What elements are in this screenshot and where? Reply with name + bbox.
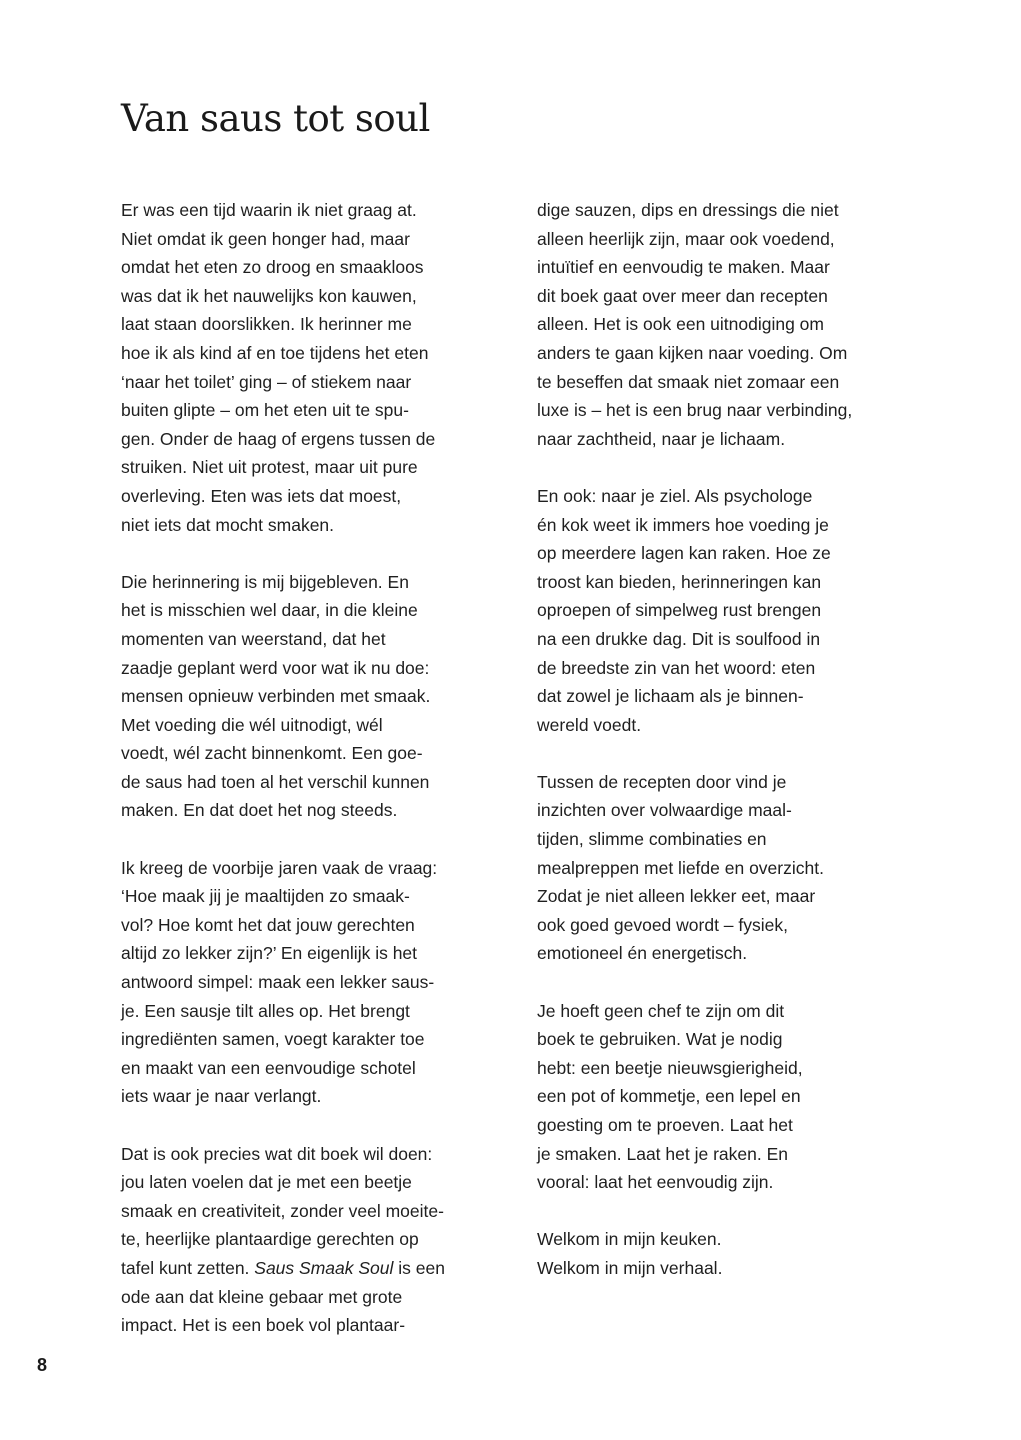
book-title-italic: Saus Smaak Soul (254, 1257, 394, 1278)
text-line: overleving. Eten was iets dat moest, (121, 485, 402, 506)
text-line: en maakt van een eenvoudige schotel (121, 1057, 416, 1078)
paragraph (537, 482, 909, 739)
text-line: maken. En dat doet het nog steeds. (121, 800, 398, 821)
text-line: Welkom in mijn verhaal. (537, 1257, 723, 1278)
text-line: het is misschien wel daar, in die kleine (121, 600, 418, 621)
text-line: voedt, wél zacht binnenkomt. Een goe- (121, 743, 423, 764)
text-line: boek te gebruiken. Wat je nodig (537, 1029, 783, 1050)
text-line: antwoord simpel: maak een lekker saus- (121, 972, 435, 993)
paragraph-gap (537, 739, 909, 768)
left-column (121, 196, 493, 1340)
text-line: Die herinnering is mij bijgebleven. En (121, 571, 409, 592)
text-line: mensen opnieuw verbinden met smaak. (121, 686, 431, 707)
paragraph (537, 768, 909, 968)
text-line: te, heerlijke plantaardige gerechten op (121, 1229, 419, 1250)
paragraph-gap (121, 539, 493, 568)
text-line: ook goed gevoed wordt – fysiek, (537, 914, 788, 935)
text-line: de saus had toen al het verschil kunnen (121, 771, 430, 792)
paragraph-gap (537, 1197, 909, 1226)
text-line: vol? Hoe komt het dat jouw gerechten (121, 914, 415, 935)
text-line: alleen. Het is ook een uitnodiging om (537, 314, 824, 335)
page-title: Van saus tot soul (121, 97, 430, 140)
text-line: intuïtief en eenvoudig te maken. Maar (537, 257, 830, 278)
page-number: 8 (37, 1355, 48, 1375)
text-line: naar zachtheid, naar je lichaam. (537, 428, 786, 449)
text-line: goesting om te proeven. Laat het (537, 1115, 793, 1135)
text-line: Tussen de recepten door vind je (537, 771, 787, 792)
text-line: Je hoeft geen chef te zijn om dit (537, 1000, 785, 1021)
paragraph (537, 1225, 909, 1282)
paragraph (121, 568, 493, 825)
paragraph (121, 854, 493, 1111)
text-line: na een drukke dag. Dit is soulfood in (537, 628, 821, 649)
text-line: momenten van weerstand, dat het (121, 628, 386, 649)
text-line: je. Een sausje tilt alles op. Het brengt (121, 1000, 410, 1021)
text-line: niet iets dat mocht smaken. (121, 514, 335, 535)
right-column (537, 196, 909, 1283)
paragraph-gap (537, 968, 909, 997)
text-line: gen. Onder de haag of ergens tussen de (121, 428, 436, 449)
text-line: dit boek gaat over meer dan recepten (537, 285, 828, 306)
text-line: smaak en creativiteit, zonder veel moeite- (121, 1200, 444, 1221)
text-line: mealpreppen met liefde en overzicht. (537, 857, 824, 878)
text-line: én kok weet ik immers hoe voeding je (537, 514, 829, 535)
text-line: inzichten over volwaardige maal- (537, 800, 792, 821)
text-line: Zodat je niet alleen lekker eet, maar (537, 886, 816, 907)
paragraph-gap (537, 453, 909, 482)
text-line: anders te gaan kijken naar voeding. Om (537, 342, 848, 363)
text-line: wereld voedt. (537, 714, 642, 735)
text-line: iets waar je naar verlangt. (121, 1086, 322, 1107)
text-line: Er was een tijd waarin ik niet graag at. (121, 200, 417, 220)
text-line: alleen heerlijk zijn, maar ook voedend, (537, 228, 835, 249)
text-segment: is een (393, 1257, 445, 1278)
text-line: ‘naar het toilet’ ging – of stiekem naar (121, 371, 412, 392)
text-line (121, 1254, 493, 1283)
text-line: ode aan dat kleine gebaar met grote (121, 1286, 403, 1307)
paragraph (537, 997, 909, 1197)
text-line: jou laten voelen dat je met een beetje (121, 1172, 412, 1193)
paragraph-gap (121, 825, 493, 854)
text-line: de breedste zin van het woord: eten (537, 657, 816, 678)
text-line: tijden, slimme combinaties en (537, 829, 767, 850)
text-line: dat zowel je lichaam als je binnen- (537, 686, 804, 707)
text-line: je smaken. Laat het je raken. En (537, 1143, 788, 1164)
text-line: buiten glipte – om het eten uit te spu- (121, 400, 409, 421)
text-line: emotioneel én energetisch. (537, 943, 748, 964)
text-line: altijd zo lekker zijn?’ En eigenlijk is het (121, 943, 418, 964)
text-line: een pot of kommetje, een lepel en (537, 1086, 801, 1107)
paragraph (121, 196, 493, 539)
text-line: hebt: een beetje nieuwsgierigheid, (537, 1057, 803, 1078)
text-line: troost kan bieden, herinneringen kan (537, 571, 822, 592)
text-line: te beseffen dat smaak niet zomaar een (537, 371, 840, 392)
text-line: laat staan doorslikken. Ik herinner me (121, 314, 412, 335)
text-line: Niet omdat ik geen honger had, maar (121, 228, 410, 249)
text-line: luxe is – het is een brug naar verbinding, (537, 400, 853, 421)
text-line: Dat is ook precies wat dit boek wil doen: (121, 1143, 433, 1164)
text-line: op meerdere lagen kan raken. Hoe ze (537, 543, 831, 564)
text-line: Met voeding die wél uitnodigt, wél (121, 714, 383, 735)
text-line: zaadje geplant werd voor wat ik nu doe: (121, 657, 430, 678)
text-line: vooral: laat het eenvoudig zijn. (537, 1172, 774, 1193)
text-line: was dat ik het nauwelijks kon kauwen, (121, 285, 417, 306)
text-line: ingrediënten samen, voegt karakter toe (121, 1029, 425, 1050)
paragraph (537, 196, 909, 453)
text-line: Welkom in mijn keuken. (537, 1229, 722, 1250)
text-line: dige sauzen, dips en dressings die niet (537, 200, 839, 220)
text-line: ‘Hoe maak jij je maaltijden zo smaak- (121, 886, 410, 907)
text-line: oproepen of simpelweg rust brengen (537, 600, 822, 621)
text-line: hoe ik als kind af en toe tijdens het eten (121, 342, 429, 363)
paragraph-gap (121, 1111, 493, 1140)
text-line: struiken. Niet uit protest, maar uit pure (121, 457, 418, 478)
text-line: En ook: naar je ziel. Als psychologe (537, 485, 813, 506)
text-segment: tafel kunt zetten. (121, 1257, 255, 1278)
text-line: impact. Het is een boek vol plantaar- (121, 1315, 406, 1336)
paragraph (121, 1140, 493, 1340)
text-line: Ik kreeg de voorbije jaren vaak de vraag: (121, 857, 438, 878)
text-line: omdat het eten zo droog en smaakloos (121, 257, 424, 278)
